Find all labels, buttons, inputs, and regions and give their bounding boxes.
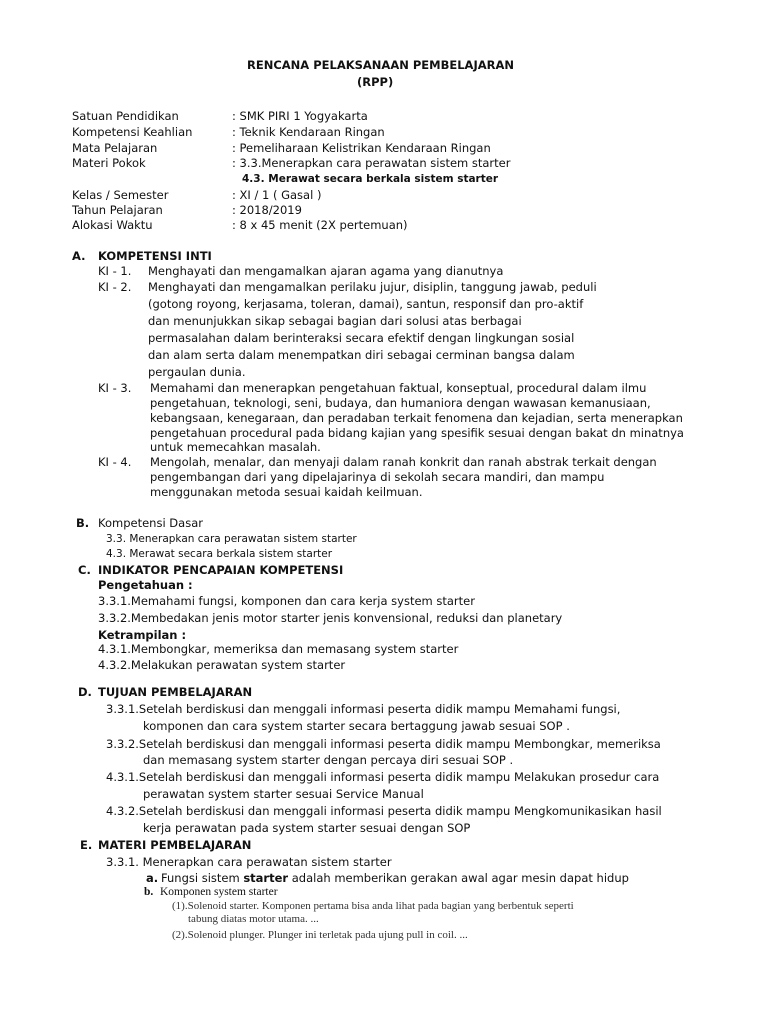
indicator-item: 3.3.1.Memahami fungsi, komponen dan cara kerja system starter <box>98 594 475 608</box>
objective-line: 3.3.1.Setelah berdiskusi dan menggali informasi peserta didik mampu Memahami fungsi, <box>106 702 621 716</box>
section-letter: E. <box>80 838 93 852</box>
section-title: INDIKATOR PENCAPAIAN KOMPETENSI <box>98 563 344 577</box>
ki-label: KI - 3. <box>98 381 132 395</box>
indicator-item: 3.3.2.Membedakan jenis motor starter jenis konvensional, reduksi dan planetary <box>98 611 563 625</box>
identity-label: Mata Pelajaran <box>72 141 158 155</box>
ki-text: dan alam serta dalam menempatkan diri sebagai cerminan bangsa dalam <box>148 348 575 362</box>
section-letter: A. <box>72 249 86 263</box>
identity-value: : 2018/2019 <box>232 203 302 217</box>
component-item: tabung diatas motor utama. ... <box>188 913 319 925</box>
ki-text: Menghayati dan mengamalkan ajaran agama yang dianutnya <box>148 264 504 278</box>
section-letter: B. <box>76 516 90 530</box>
identity-value: : 8 x 45 menit (2X pertemuan) <box>232 218 408 232</box>
ki-text: Mengolah, menalar, dan menyaji dalam ranah konkrit dan ranah abstrak terkait dengan <box>150 455 657 469</box>
identity-label: Kelas / Semester <box>72 188 169 202</box>
kd-item: 3.3. Menerapkan cara perawatan sistem starter <box>106 533 357 545</box>
material-text: adalah memberikan gerakan awal agar mesin dapat hidup <box>288 871 629 885</box>
identity-label: Tahun Pelajaran <box>72 203 163 217</box>
subheading: Ketrampilan : <box>98 628 187 642</box>
identity-label: Kompetensi Keahlian <box>72 125 193 139</box>
list-marker: b. <box>144 886 154 898</box>
material-emphasis: starter <box>243 871 289 885</box>
section-letter: D. <box>78 685 92 699</box>
objective-line: kerja perawatan pada system starter sesuai dengan SOP <box>143 821 471 835</box>
identity-value: 4.3. Merawat secara berkala sistem starter <box>242 173 499 185</box>
identity-label: Satuan Pendidikan <box>72 109 179 123</box>
ki-text: pengetahuan, teknologi, seni, budaya, dan humaniora dengan wawasan kemanusiaan, <box>150 396 651 410</box>
material-subheading: 3.3.1. Menerapkan cara perawatan sistem starter <box>106 855 392 869</box>
section-title: TUJUAN PEMBELAJARAN <box>98 685 253 699</box>
ki-label: KI - 1. <box>98 264 132 278</box>
indicator-item: 4.3.1.Membongkar, memeriksa dan memasang system starter <box>98 642 459 656</box>
identity-value: : SMK PIRI 1 Yogyakarta <box>232 109 368 123</box>
objective-line: perawatan system starter sesuai Service Manual <box>143 787 424 801</box>
ki-text: (gotong royong, kerjasama, toleran, damai), santun, responsif dan pro-aktif <box>148 297 584 311</box>
ki-text: untuk memecahkan masalah. <box>150 440 321 454</box>
objective-line: 4.3.1.Setelah berdiskusi dan menggali informasi peserta didik mampu Melakukan prosedur cara <box>106 770 660 784</box>
document-title: RENCANA PELAKSANAAN PEMBELAJARAN <box>247 58 514 72</box>
objective-line: 4.3.2.Setelah berdiskusi dan menggali informasi peserta didik mampu Mengkomunikasikan hasil <box>106 804 662 818</box>
ki-text: kebangsaan, kenegaraan, dan peradaban terkait fenomena dan kejadian, serta menerapkan <box>150 411 683 425</box>
identity-label: Materi Pokok <box>72 156 146 170</box>
ki-text: Memahami dan menerapkan pengetahuan faktual, konseptual, procedural dalam ilmu <box>150 381 647 395</box>
section-letter: C. <box>78 563 91 577</box>
ki-text: dan menunjukkan sikap sebagai bagian dari solusi atas berbagai <box>148 314 522 328</box>
material-text: Fungsi sistem <box>161 871 244 885</box>
ki-text: pengembangan dari yang dipelajarinya di sekolah secara mandiri, dan mampu <box>150 470 605 484</box>
objective-line: 3.3.2.Setelah berdiskusi dan menggali informasi peserta didik mampu Membongkar, memeriksa <box>106 737 661 751</box>
ki-text: Menghayati dan mengamalkan perilaku jujur, disiplin, tanggung jawab, peduli <box>148 280 597 294</box>
component-item: (2).Solenoid plunger. Plunger ini terletak pada ujung pull in coil. ... <box>172 929 468 941</box>
material-item: Komponen system starter <box>160 886 278 898</box>
objective-line: dan memasang system starter dengan percaya diri sesuai SOP . <box>143 753 514 767</box>
identity-value: : Teknik Kendaraan Ringan <box>232 125 385 139</box>
section-title: Kompetensi Dasar <box>98 516 203 530</box>
objective-line: komponen dan cara system starter secara bertaggung jawab sesuai SOP . <box>143 719 570 733</box>
ki-text: pergaulan dunia. <box>148 365 246 379</box>
section-title: MATERI PEMBELAJARAN <box>98 838 252 852</box>
ki-text: pengetahuan procedural pada bidang kajian yang spesifik sesuai dengan bakat dn minatnya <box>150 426 684 440</box>
ki-label: KI - 4. <box>98 455 132 469</box>
identity-label: Alokasi Waktu <box>72 218 153 232</box>
subheading: Pengetahuan : <box>98 578 193 592</box>
component-item: (1).Solenoid starter. Komponen pertama bisa anda lihat pada bagian yang berbentuk seperti <box>172 900 574 912</box>
ki-text: menggunakan metoda sesuai kaidah keilmuan. <box>150 485 423 499</box>
identity-value: : XI / 1 ( Gasal ) <box>232 188 322 202</box>
ki-text: permasalahan dalam berinteraksi secara efektif dengan lingkungan sosial <box>148 331 575 345</box>
ki-label: KI - 2. <box>98 280 132 294</box>
list-marker: a. <box>146 871 159 885</box>
identity-value: : Pemeliharaan Kelistrikan Kendaraan Ringan <box>232 141 491 155</box>
identity-value: : 3.3.Menerapkan cara perawatan sistem starter <box>232 156 511 170</box>
material-item <box>161 871 629 885</box>
indicator-item: 4.3.2.Melakukan perawatan system starter <box>98 658 346 672</box>
kd-item: 4.3. Merawat secara berkala sistem starter <box>106 548 333 560</box>
section-title: KOMPETENSI INTI <box>98 249 212 263</box>
document-subtitle: (RPP) <box>357 75 394 89</box>
